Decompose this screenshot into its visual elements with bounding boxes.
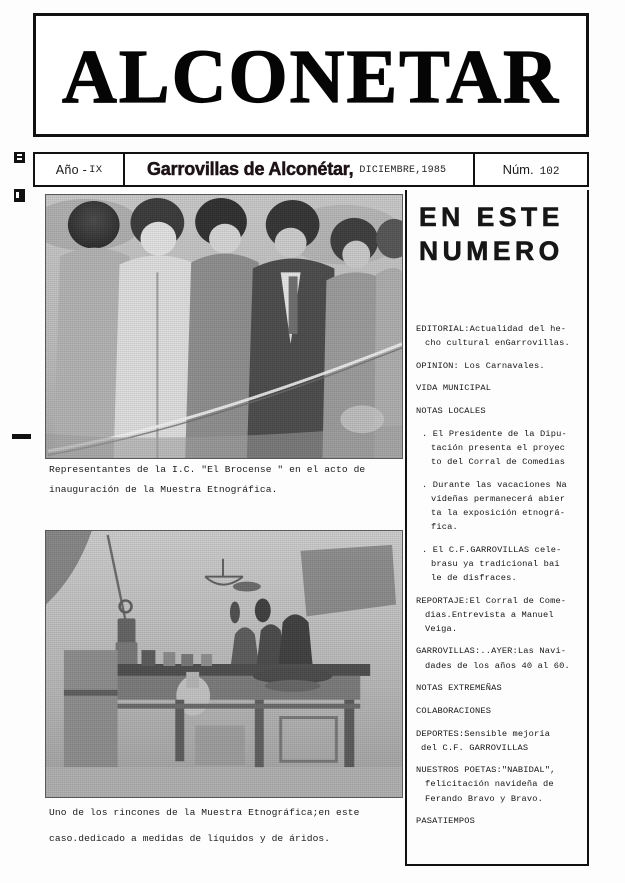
contents-entry-opinion[interactable]	[416, 359, 588, 373]
issue-number-label: Núm.	[502, 162, 534, 177]
contents-heading	[419, 200, 584, 268]
issue-year-cell	[35, 154, 125, 185]
contents-entry-line: Ferando Bravo y Bravo.	[425, 793, 543, 804]
issue-date: DICIEMBRE,1985	[359, 165, 447, 176]
contents-entry-reportaje[interactable]	[416, 594, 588, 636]
photo-caption-2	[49, 800, 401, 852]
contents-entry-line: COLABORACIONES	[416, 705, 492, 716]
contents-entry-line: GARROVILLAS:..AYER:Las Navi-	[416, 646, 567, 657]
issue-year-label: Año -	[55, 162, 88, 177]
contents-entry-notas-extremenas[interactable]	[416, 681, 588, 695]
issue-year-value: IX	[89, 163, 103, 176]
contents-entry-vida-municipal[interactable]	[416, 381, 588, 395]
contents-entry-line: NUESTROS POETAS:"NABIDAL",	[416, 765, 556, 776]
scan-artifact-mark	[14, 152, 25, 163]
issue-number-cell	[475, 154, 587, 185]
contents-entry-garrovillas-ayer[interactable]	[416, 644, 588, 672]
issue-place: Garrovillas de Alconétar,	[147, 159, 354, 179]
contents-entry-line: vídeñas permanecerá abier	[431, 493, 566, 504]
contents-entry-deportes[interactable]	[416, 727, 588, 755]
masthead	[33, 13, 589, 137]
contents-heading-line-1: EN ESTE	[419, 202, 564, 232]
contents-entry-line: cho cultural enGarrovillas.	[425, 338, 570, 349]
contents-entry-line: OPINION: Los Carnavales.	[416, 360, 545, 371]
contents-entry-line: . Durante las vacaciones Na	[422, 479, 567, 490]
contents-list	[416, 322, 588, 837]
contents-entry-line: felicitación navideña de	[425, 779, 554, 790]
contents-entry-line: DEPORTES:Sensible mejoría	[416, 728, 551, 739]
contents-entry-line: dades de los años 40 al 60.	[425, 660, 570, 671]
contents-heading-line-2: NUMERO	[419, 236, 564, 266]
issue-place-cell	[125, 154, 475, 185]
caption-line: inauguración de la Muestra Etnográfica.	[49, 484, 278, 495]
contents-entry-line: fica.	[431, 522, 458, 532]
caption-line: caso.dedicado a medidas de líquidos y de áridos.	[49, 833, 331, 844]
contents-entry-line: EDITORIAL:Actualidad del he-	[416, 324, 567, 334]
contents-column	[405, 190, 589, 866]
contents-entry-line: del C.F. GARROVILLAS	[421, 742, 529, 753]
contents-entry-nota-diputacion[interactable]	[416, 427, 588, 469]
contents-entry-editorial[interactable]	[416, 322, 588, 350]
contents-entry-line: REPORTAJE:El Corral de Come-	[416, 595, 567, 606]
caption-line: Representantes de la I.C. "El Brocense " en el acto de	[49, 464, 366, 475]
contents-entry-line: NOTAS LOCALES	[416, 406, 486, 417]
contents-entry-nota-baile[interactable]	[416, 543, 588, 585]
contents-entry-nota-exposicion[interactable]	[416, 478, 588, 534]
contents-entry-line: le de disfraces.	[431, 572, 517, 583]
contents-entry-line: . El C.F.GARROVILLAS cele-	[422, 544, 562, 555]
contents-entry-line: tación presenta el proyec	[431, 442, 566, 453]
contents-entry-pasatiempos[interactable]	[416, 814, 588, 828]
contents-entry-colaboraciones[interactable]	[416, 704, 588, 718]
caption-line: Uno de los rincones de la Muestra Etnográfica;en este	[49, 807, 360, 818]
contents-entry-line: dias.Entrevista a Manuel	[425, 609, 554, 620]
issue-number-value: 102	[539, 165, 560, 178]
contents-entry-nuestros-poetas[interactable]	[416, 763, 588, 805]
page-body	[33, 192, 589, 868]
scan-artifact-mark	[14, 189, 25, 202]
contents-entry-line: . El Presidente de la Dipu-	[422, 428, 567, 439]
scan-artifact-mark	[12, 434, 31, 439]
left-column	[45, 192, 403, 868]
contents-entry-line: to del Corral de Comedias	[431, 457, 566, 468]
contents-entry-line: ta la exposición etnográ-	[431, 507, 566, 518]
issue-header-bar	[33, 152, 589, 187]
contents-entry-line: VIDA MUNICIPAL	[416, 383, 492, 394]
contents-entry-line: NOTAS EXTREMEÑAS	[416, 683, 502, 694]
publication-title: ALCONETAR	[62, 35, 560, 119]
contents-entry-line: PASATIEMPOS	[416, 816, 475, 827]
contents-entry-line: brasu ya tradicional bai	[431, 558, 560, 569]
inauguration-photo	[45, 194, 403, 459]
contents-entry-line: Veiga.	[425, 623, 458, 634]
contents-entry-notas-locales[interactable]	[416, 404, 588, 418]
photo-caption-1	[49, 460, 401, 500]
exhibition-photo	[45, 530, 403, 798]
